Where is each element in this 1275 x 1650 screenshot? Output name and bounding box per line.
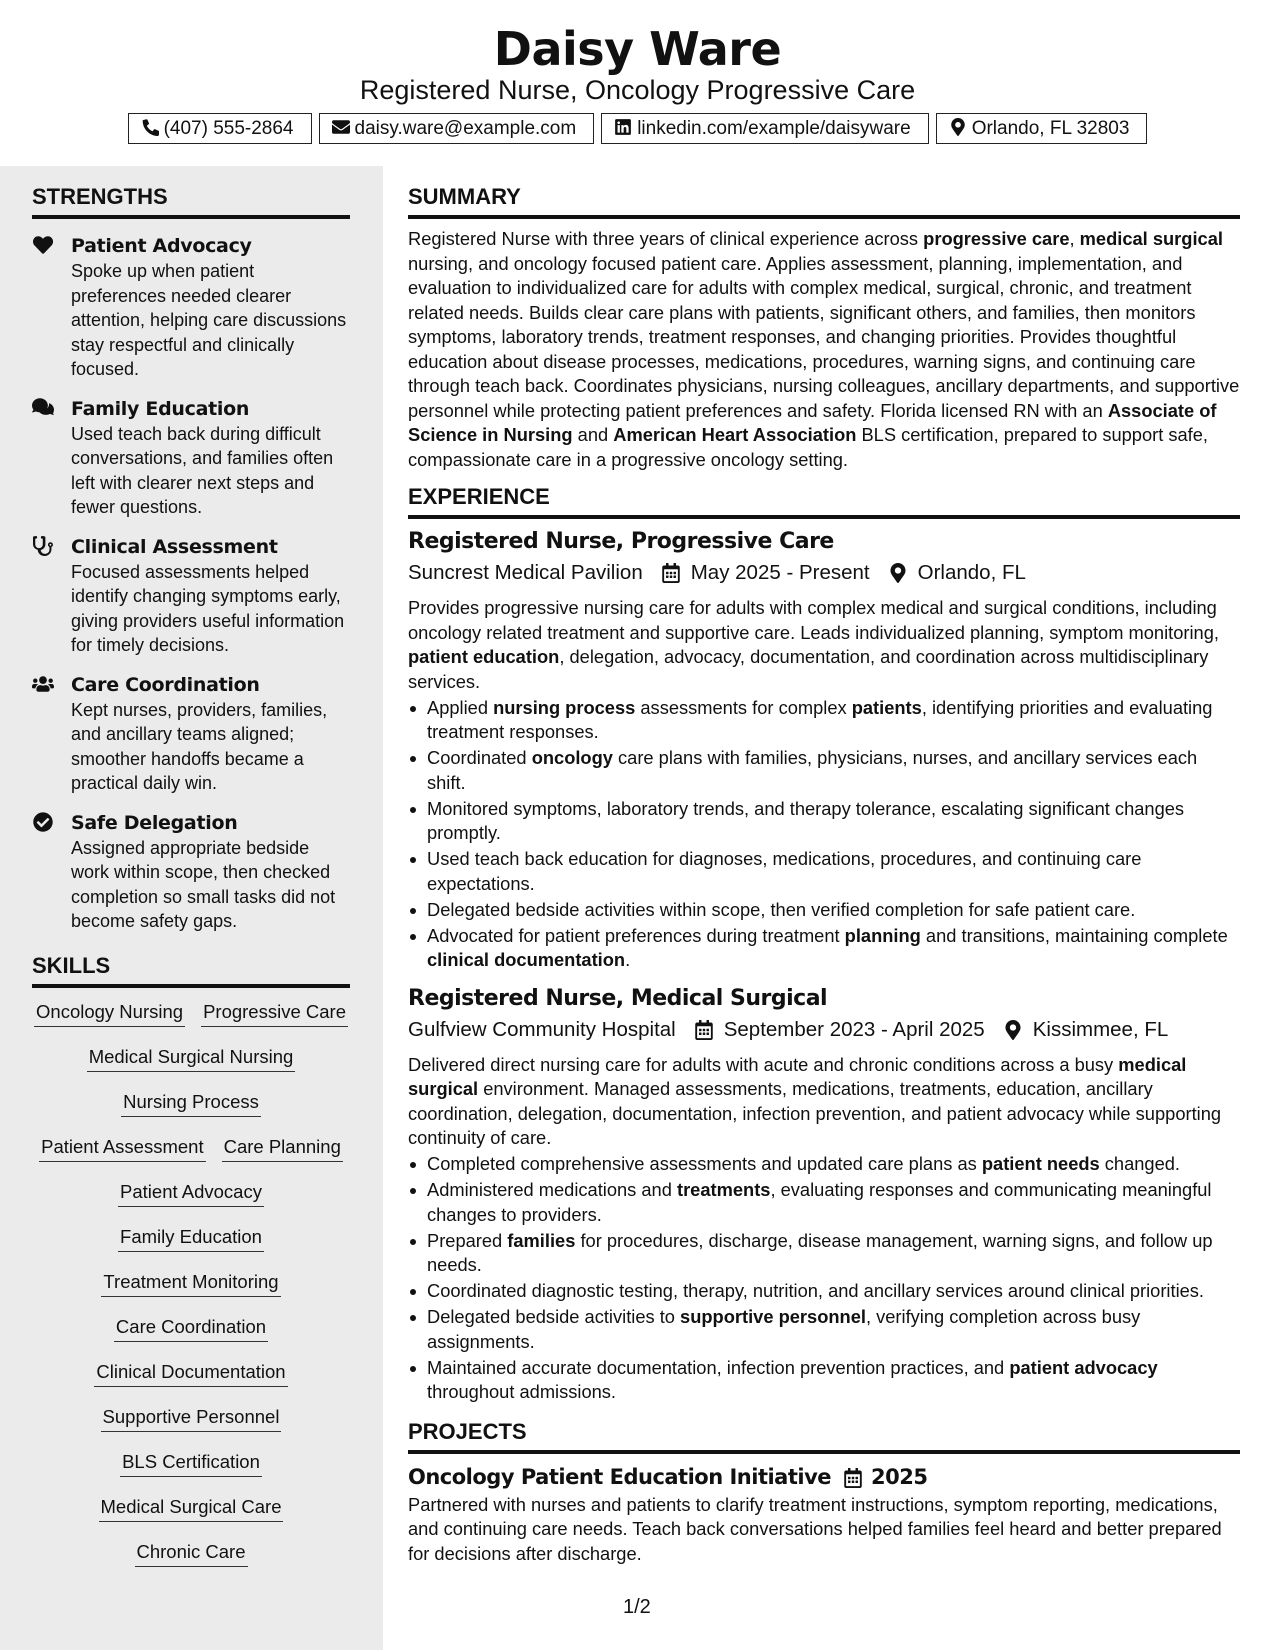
- skill-tag: Nursing Process: [121, 1088, 261, 1117]
- strength-item: [32, 811, 350, 934]
- contact-location[interactable]: [936, 113, 1148, 144]
- job-description: Delivered direct nursing care for adults with acute and chronic conditions across a busy medical surgical environment. Managed assessments, medications, treatments, education, ancillary coordination, delegation, documentation, infection prevention, and patient advocacy while supporting continuity of care.: [408, 1053, 1222, 1148]
- strength-text: Spoke up when patient preferences needed clearer attention, helping care discussions stay respectful and clinically focused.: [71, 261, 347, 379]
- job-bullets: [408, 1152, 1240, 1405]
- skill-row: [32, 1448, 350, 1493]
- phone-icon: [141, 118, 159, 140]
- skill-row: [32, 1133, 350, 1178]
- strength-text: Focused assessments helped identify changing symptoms early, giving providers useful information for timely decisions.: [71, 561, 345, 655]
- map-marker-icon: [1003, 1020, 1023, 1040]
- bullet-item: Monitored symptoms, laboratory trends, and therapy tolerance, escalating significant changes promptly.: [408, 797, 1240, 846]
- bullet-item: Prepared families for procedures, discharge, disease management, warning signs, and follow up needs.: [408, 1229, 1240, 1278]
- skill-tag: Progressive Care: [201, 998, 348, 1027]
- skill-tag: Oncology Nursing: [34, 998, 185, 1027]
- skill-row: [32, 1313, 350, 1358]
- strength-title: Care Coordination: [71, 673, 260, 696]
- skill-tag: Care Planning: [222, 1133, 343, 1162]
- skill-row: [32, 998, 350, 1043]
- summary-heading: SUMMARY: [408, 184, 1240, 219]
- strength-title: Clinical Assessment: [71, 535, 278, 558]
- bullet-item: Completed comprehensive assessments and updated care plans as patient needs changed.: [408, 1152, 1240, 1177]
- strength-text: Kept nurses, providers, families, and ancillary teams aligned; smoother handoffs became a practical daily win.: [71, 699, 328, 793]
- heart-icon: [32, 235, 54, 257]
- skill-tag: Medical Surgical Care: [99, 1493, 284, 1522]
- map-marker-icon: [888, 563, 908, 583]
- job-entry: [408, 985, 1240, 1405]
- job-description: Provides progressive nursing care for adults with complex medical and surgical conditions, including oncology related treatment and supportive care. Leads individualized planning, symptom monitoring, patient education, delegation, advocacy, documentation, and coordination across multidisciplinary services.: [408, 597, 1219, 692]
- strength-title: Family Education: [71, 397, 250, 420]
- skill-tag: Patient Assessment: [39, 1133, 205, 1162]
- bullet-item: Maintained accurate documentation, infection prevention practices, and patient advocacy throughout admissions.: [408, 1356, 1240, 1405]
- skills-section: [32, 953, 350, 1583]
- strength-item: [32, 234, 350, 382]
- skill-tag: Care Coordination: [114, 1313, 268, 1342]
- job-entry: [408, 528, 1240, 973]
- project-description: Partnered with nurses and patients to clarify treatment instructions, symptom reporting, medications, and continuing care needs. Teach back conversations helped families feel heard and better prepared for decisions after discharge.: [408, 1493, 1222, 1564]
- job-dates: September 2023 - April 2025: [723, 1017, 985, 1041]
- employer: Suncrest Medical Pavilion: [408, 561, 643, 584]
- skill-row: [32, 1493, 350, 1538]
- job-dates: May 2025 - Present: [690, 561, 870, 584]
- check-circle-icon: [32, 812, 54, 834]
- job-bullets: [408, 696, 1240, 973]
- calendar-icon: [694, 1020, 714, 1040]
- candidate-title: Registered Nurse, Oncology Progressive Care: [359, 75, 916, 105]
- sidebar: [0, 166, 383, 1650]
- comments-icon: [32, 398, 54, 420]
- job-meta: [408, 1016, 1240, 1044]
- bullet-item: Coordinated oncology care plans with families, physicians, nurses, and ancillary services each shift.: [408, 746, 1240, 795]
- bullet-item: Delegated bedside activities within scope, then verified completion for safe patient care.: [408, 898, 1240, 923]
- skill-row: [32, 1538, 350, 1583]
- bullet-item: Coordinated diagnostic testing, therapy, nutrition, and ancillary services around clinical priorities.: [408, 1279, 1240, 1304]
- strengths-heading: STRENGTHS: [32, 184, 350, 219]
- projects-heading: PROJECTS: [408, 1419, 1240, 1454]
- project-title-row: [408, 1463, 1240, 1491]
- experience-heading: EXPERIENCE: [408, 484, 1240, 519]
- bullet-item: Delegated bedside activities to supportive personnel, verifying completion across busy assignments.: [408, 1305, 1240, 1354]
- calendar-icon: [661, 563, 681, 583]
- location-text: Orlando, FL 32803: [971, 118, 1130, 139]
- summary-text: Registered Nurse with three years of clinical experience across progressive care, medical surgical nursing, and oncology focused patient care. Applies assessment, planning, implementation, and evaluation to individualized care for adults with complex medical, surgical, chronic, and treatment related needs. Builds clear care plans with patients, significant others, and families, then monitors symptoms, laboratory trends, treatment responses, and changing priorities. Provides thoughtful education about disease processes, medications, procedures, warning signs, and continuing care through teach back. Coordinates physicians, nursing colleagues, ancillary departments, and supportive personnel while protecting patient preferences and safety. Florida licensed RN with an Associate of Science in Nursing and American Heart Association BLS certification, prepared to support safe, compassionate care in a progressive oncology setting.: [408, 228, 1240, 470]
- job-location: Orlando, FL: [917, 561, 1026, 584]
- strength-text: Assigned appropriate bedside work within scope, then checked completion so small tasks did not become safety gaps.: [71, 837, 336, 931]
- main-column: [408, 166, 1240, 1566]
- resume-header: [0, 0, 1275, 166]
- contact-bar: [0, 113, 1275, 144]
- users-icon: [32, 674, 54, 696]
- skill-row: [32, 1403, 350, 1448]
- strength-text: Used teach back during difficult conversations, and families often left with clearer next steps and fewer questions.: [71, 423, 334, 517]
- skill-row: [32, 1178, 350, 1223]
- bullet-item: Advocated for patient preferences during treatment planning and transitions, maintaining complete clinical documentation.: [408, 924, 1240, 973]
- phone-text: (407) 555-2864: [163, 118, 294, 139]
- skill-tag: Supportive Personnel: [101, 1403, 282, 1432]
- bullet-item: Administered medications and treatments, evaluating responses and communicating meaningful changes to providers.: [408, 1178, 1240, 1227]
- skill-tag: BLS Certification: [120, 1448, 262, 1477]
- email-text: daisy.ware@example.com: [354, 118, 577, 139]
- job-location: Kissimmee, FL: [1032, 1017, 1169, 1041]
- bullet-item: Applied nursing process assessments for complex patients, identifying priorities and evaluating treatment responses.: [408, 696, 1240, 745]
- skill-tag: Chronic Care: [135, 1538, 248, 1567]
- skill-tag: Patient Advocacy: [118, 1178, 264, 1207]
- project-year: 2025: [871, 1464, 928, 1489]
- page-number: 1/2: [623, 1596, 651, 1618]
- skill-tag: Medical Surgical Nursing: [87, 1043, 296, 1072]
- job-title: Registered Nurse, Medical Surgical: [408, 985, 828, 1011]
- project-title: Oncology Patient Education Initiative: [408, 1464, 832, 1489]
- skill-row: [32, 1088, 350, 1133]
- linkedin-icon: [614, 118, 632, 140]
- employer: Gulfview Community Hospital: [408, 1017, 676, 1041]
- skill-row: [32, 1223, 350, 1268]
- skill-row: [32, 1358, 350, 1403]
- strength-title: Safe Delegation: [71, 811, 238, 834]
- contact-email[interactable]: [319, 113, 595, 144]
- skill-row: [32, 1268, 350, 1313]
- skill-row: [32, 1043, 350, 1088]
- bullet-item: Used teach back education for diagnoses, medications, procedures, and continuing care expectations.: [408, 847, 1240, 896]
- strength-item: [32, 673, 350, 796]
- skill-tag: Family Education: [118, 1223, 264, 1252]
- candidate-name: Daisy Ware: [493, 22, 782, 76]
- envelope-icon: [332, 118, 350, 140]
- contact-phone[interactable]: [128, 113, 312, 144]
- linkedin-text: linkedin.com/example/daisyware: [637, 118, 911, 139]
- skill-tag: Treatment Monitoring: [101, 1268, 280, 1297]
- job-title: Registered Nurse, Progressive Care: [408, 529, 834, 554]
- calendar-icon: [843, 1467, 863, 1487]
- job-meta: [408, 559, 1240, 587]
- strengths-section: [32, 184, 350, 934]
- contact-linkedin[interactable]: [601, 113, 929, 144]
- stethoscope-icon: [32, 536, 54, 558]
- strength-item: [32, 397, 350, 520]
- strength-title: Patient Advocacy: [71, 235, 252, 257]
- strength-item: [32, 535, 350, 658]
- skills-list: [32, 998, 350, 1583]
- map-marker-icon: [949, 118, 967, 140]
- skills-heading: SKILLS: [32, 953, 350, 988]
- skill-tag: Clinical Documentation: [94, 1358, 287, 1387]
